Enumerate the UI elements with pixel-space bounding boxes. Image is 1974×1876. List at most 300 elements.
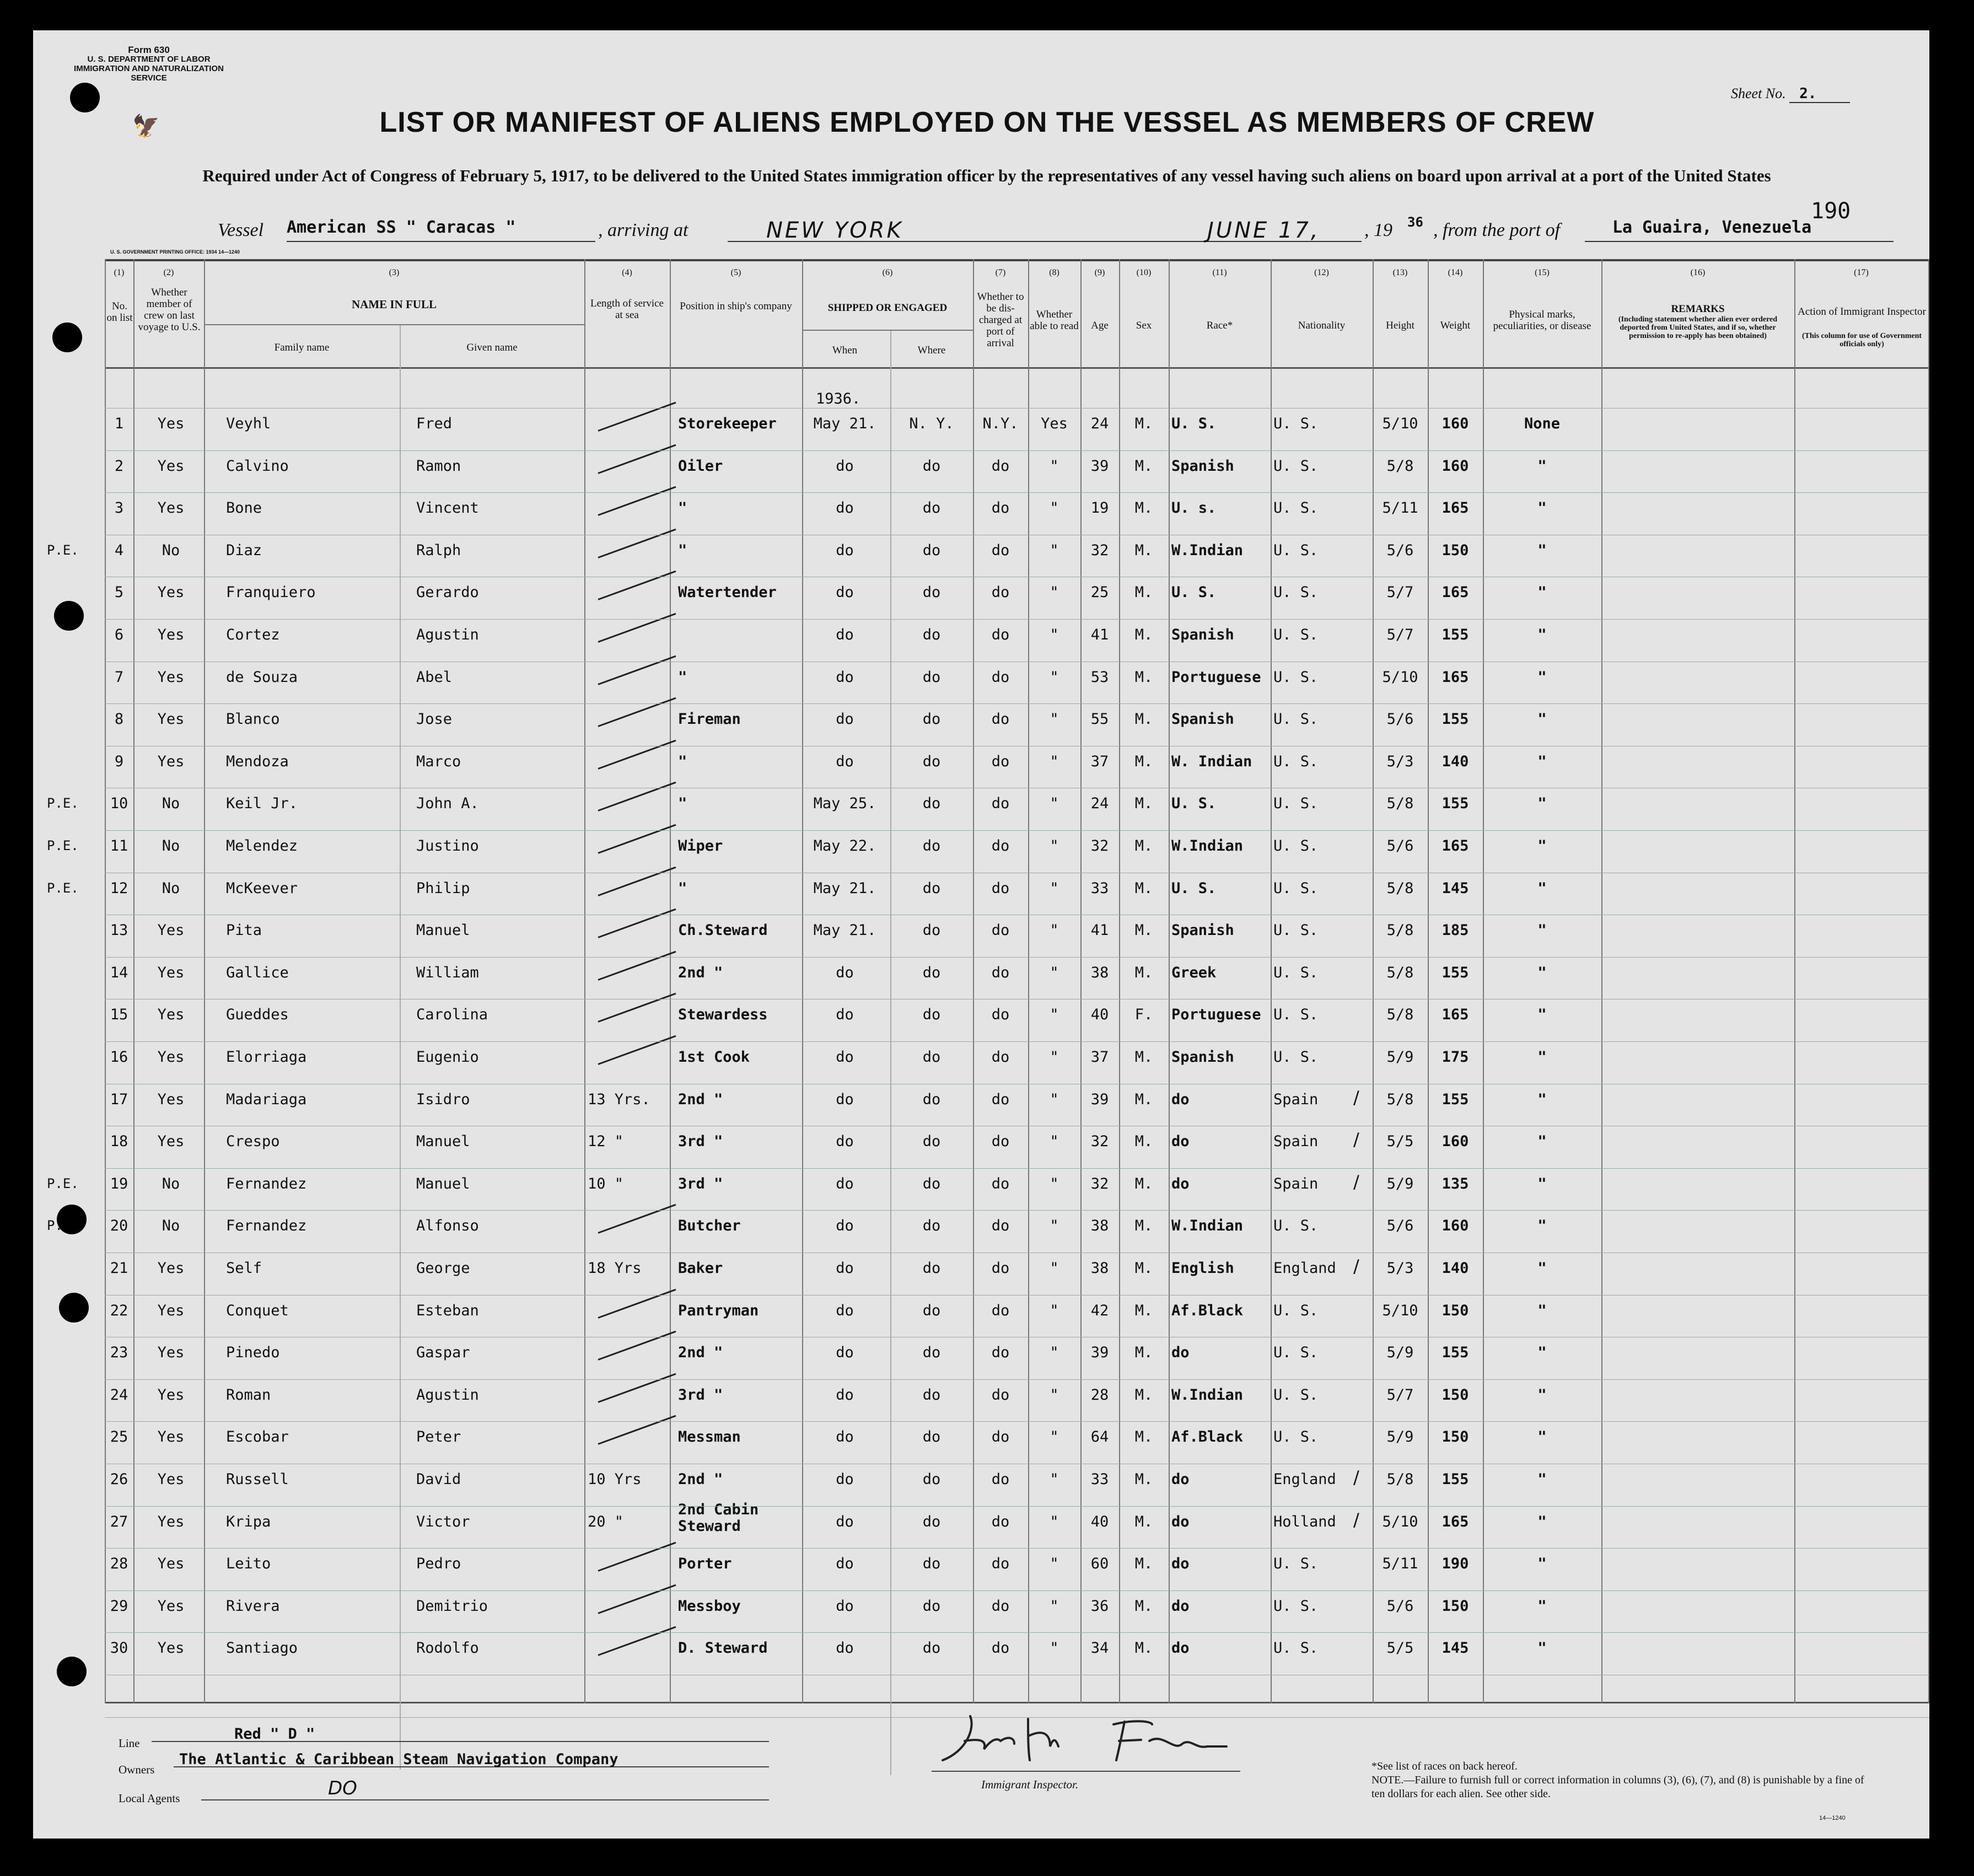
cell-member: No [162, 837, 180, 854]
cell-service [588, 751, 670, 772]
cell-when: do [836, 1302, 854, 1319]
cell-age: 32 [1090, 1133, 1109, 1151]
cell-sex: M. [1134, 1260, 1153, 1277]
local-agents-label: Local Agents [119, 1792, 180, 1805]
cell-marks: " [1537, 1428, 1547, 1446]
cell-weight: 185 [1441, 922, 1469, 939]
cell-when: do [836, 541, 854, 559]
cell-family: Calvino [226, 457, 289, 475]
cell-height: 5/11 [1382, 499, 1418, 517]
cell-sex: M. [1134, 1090, 1153, 1108]
cell-position: 2nd " [678, 1090, 723, 1108]
cell-read: " [1050, 584, 1059, 601]
cell-where: do [922, 457, 941, 475]
cell-where: do [922, 1133, 941, 1151]
arrival-year: 36 [1407, 214, 1423, 230]
cell-family: Elorriaga [226, 1049, 307, 1066]
vessel-label: Vessel [218, 220, 264, 240]
cell-height: 5/10 [1382, 668, 1418, 686]
cell-where: do [922, 1006, 941, 1024]
cell-no: 19 [110, 1175, 128, 1192]
col-number: (9) [1094, 268, 1105, 277]
cell-family: Mendoza [226, 752, 289, 770]
table-top-rule [105, 259, 1929, 261]
cell-read: " [1050, 1471, 1059, 1488]
cell-height: 5/8 [1386, 457, 1414, 475]
cell-weight: 160 [1441, 457, 1469, 475]
cell-when: do [836, 457, 854, 475]
cell-no: 14 [110, 964, 128, 981]
cell-no: 29 [110, 1597, 128, 1615]
column-divider [1928, 259, 1929, 1703]
cell-where: do [922, 1175, 941, 1192]
cell-height: 5/5 [1386, 1133, 1414, 1151]
cell-member: Yes [157, 1090, 185, 1108]
line-value: Red " D " [152, 1726, 769, 1742]
cell-age: 39 [1090, 1344, 1109, 1362]
cell-sex: F. [1134, 1006, 1153, 1024]
cell-position: Fireman [678, 711, 741, 728]
cell-race: Spanish [1171, 457, 1234, 475]
cell-marks: " [1537, 1640, 1547, 1657]
page-title: LIST OR MANIFEST OF ALIENS EMPLOYED ON THE VESSEL AS MEMBERS OF CREW [379, 106, 1595, 138]
cell-race: Portuguese [1171, 668, 1261, 686]
cell-read: " [1050, 1090, 1059, 1108]
cell-when: do [836, 1428, 854, 1446]
cell-marks: " [1537, 711, 1547, 728]
cell-position [678, 625, 805, 646]
cell-given: Gerardo [416, 584, 479, 601]
cell-weight: 165 [1441, 499, 1469, 517]
cell-member: Yes [157, 1513, 185, 1530]
cell-member: Yes [157, 1302, 185, 1319]
cell-member: Yes [157, 1049, 185, 1066]
cell-read: " [1050, 668, 1059, 686]
signature-line [932, 1771, 1240, 1772]
cell-family: Crespo [226, 1133, 280, 1151]
cell-given: Abel [416, 668, 453, 686]
cell-marks: " [1537, 457, 1547, 475]
shipped-subheader-rule [802, 330, 973, 331]
cell-read: Yes [1041, 415, 1068, 432]
header-able-read: Whether able to read [1030, 309, 1079, 332]
cell-member: Yes [157, 1428, 185, 1446]
cell-read: " [1050, 1344, 1059, 1362]
cell-no: 17 [110, 1090, 128, 1108]
cell-sex: M. [1134, 1133, 1153, 1151]
cell-sex: M. [1134, 541, 1153, 559]
cell-given: Peter [416, 1428, 461, 1446]
inspector-caption: Immigrant Inspector. [981, 1778, 1079, 1791]
tick-mark-icon: / [1353, 1087, 1359, 1108]
cell-service [588, 920, 670, 941]
header-name-in-full: NAME IN FULL [351, 298, 437, 311]
cell-position: 3rd " [678, 1133, 723, 1151]
cell-family: Fernandez [226, 1175, 307, 1192]
cell-position: D. Steward [678, 1640, 768, 1657]
cell-family: Russell [226, 1471, 289, 1488]
cell-given: Philip [416, 879, 470, 897]
cell-age: 39 [1090, 457, 1109, 475]
cell-where: do [922, 1049, 941, 1066]
cell-discharge: do [991, 964, 1010, 981]
cell-no: 16 [110, 1049, 128, 1066]
cell-nationality: U. S. [1273, 499, 1319, 517]
cell-weight: 155 [1441, 626, 1469, 643]
row-rule [105, 492, 1929, 493]
row-rule [105, 1379, 1929, 1380]
local-agents-value: DO [201, 1777, 769, 1800]
cell-given: Demitrio [416, 1597, 488, 1615]
cell-age: 39 [1090, 1090, 1109, 1108]
cell-discharge: do [991, 1344, 1010, 1362]
cell-height: 5/6 [1386, 1597, 1414, 1615]
cell-age: 37 [1090, 752, 1109, 770]
cell-given: Alfonso [416, 1217, 479, 1235]
cell-age: 32 [1090, 837, 1109, 854]
cell-discharge: do [991, 837, 1010, 854]
cell-weight: 150 [1441, 1302, 1469, 1319]
cell-read: " [1050, 1428, 1059, 1446]
races-note: *See list of races on back hereof. [1371, 1760, 1518, 1772]
cell-no: 13 [110, 922, 128, 939]
header-family-name: Family name [274, 342, 330, 353]
cell-read: " [1050, 541, 1059, 559]
cell-service [588, 1216, 670, 1237]
cell-nationality: England [1273, 1471, 1336, 1488]
cell-given: Manuel [416, 1175, 470, 1192]
cell-service [588, 540, 670, 561]
cell-nationality: U. S. [1273, 626, 1319, 643]
cell-read: " [1050, 711, 1059, 728]
cell-when: do [836, 1344, 854, 1362]
cell-where: do [922, 499, 941, 517]
cell-sex: M. [1134, 1640, 1153, 1657]
cell-age: 42 [1090, 1302, 1109, 1319]
eagle-emblem-icon: 🦅 [132, 114, 160, 138]
cell-discharge: do [991, 1302, 1010, 1319]
tick-mark-icon: / [1353, 1171, 1359, 1192]
cell-marks: " [1537, 1386, 1547, 1404]
punch-hole [59, 1293, 89, 1323]
cell-service: 10 " [588, 1175, 624, 1192]
cell-where: do [922, 1640, 941, 1657]
cell-race: Spanish [1171, 922, 1234, 939]
cell-age: 28 [1090, 1386, 1109, 1404]
cell-discharge: do [991, 626, 1010, 643]
cell-given: Manuel [416, 1133, 470, 1151]
cell-position: " [678, 752, 687, 770]
cell-race: do [1171, 1133, 1190, 1151]
cell-race: U. S. [1171, 584, 1217, 601]
cell-where: do [922, 1090, 941, 1108]
cell-read: " [1050, 879, 1059, 897]
cell-position: " [678, 795, 687, 813]
cell-marks: " [1537, 1260, 1547, 1277]
col-number: (10) [1136, 268, 1152, 277]
cell-height: 5/7 [1386, 626, 1414, 643]
header-inspector-action: Action of Immigrant Inspector [1798, 306, 1926, 318]
cell-service [588, 1047, 670, 1068]
cell-position: 3rd " [678, 1175, 723, 1192]
row-rule [105, 1506, 1929, 1507]
cell-where: do [922, 1344, 941, 1362]
cell-height: 5/9 [1386, 1049, 1414, 1066]
cell-position: Oiler [678, 457, 723, 475]
row-rule [105, 1295, 1929, 1296]
cell-race: W.Indian [1171, 1217, 1244, 1235]
cell-member: Yes [157, 1133, 185, 1151]
cell-family: Gallice [226, 964, 289, 981]
cell-service [588, 498, 670, 519]
row-rule [105, 957, 1929, 958]
cell-read: " [1050, 1133, 1059, 1151]
cell-no: 24 [110, 1386, 128, 1404]
cell-age: 33 [1090, 879, 1109, 897]
cell-weight: 150 [1441, 1428, 1469, 1446]
cell-height: 5/8 [1386, 1006, 1414, 1024]
cell-sex: M. [1134, 1513, 1153, 1530]
cell-service [588, 836, 670, 857]
cell-sex: M. [1134, 415, 1153, 432]
cell-read: " [1050, 1555, 1059, 1573]
cell-nationality: U. S. [1273, 1006, 1319, 1024]
cell-nationality: U. S. [1273, 1597, 1319, 1615]
cell-height: 5/7 [1386, 1386, 1414, 1404]
cell-race: U. s. [1171, 499, 1217, 517]
cell-member: Yes [157, 1555, 185, 1573]
cell-service [588, 667, 670, 688]
header-height: Height [1386, 320, 1414, 331]
cell-age: 40 [1090, 1513, 1109, 1530]
cell-member: No [162, 795, 180, 813]
cell-where: do [922, 668, 941, 686]
column-divider [204, 259, 205, 1703]
cell-discharge: do [991, 457, 1010, 475]
cell-when: May 21. [813, 922, 876, 939]
sheet-number-label: Sheet No. [1731, 85, 1786, 101]
cell-when: do [836, 1386, 854, 1404]
cell-where: do [922, 1386, 941, 1404]
cell-member: No [162, 1175, 180, 1192]
cell-sex: M. [1134, 1217, 1153, 1235]
cell-when: do [836, 1513, 854, 1530]
cell-weight: 160 [1441, 1133, 1469, 1151]
cell-family: Veyhl [226, 415, 271, 432]
cell-service: 10 Yrs [588, 1471, 642, 1488]
cell-nationality: U. S. [1273, 1344, 1319, 1362]
cell-weight: 155 [1441, 1471, 1469, 1488]
cell-nationality: U. S. [1273, 1386, 1319, 1404]
cell-position: 2nd " [678, 1471, 723, 1488]
cell-race: W. Indian [1171, 752, 1252, 770]
cell-given: Vincent [416, 499, 479, 517]
penalty-note: NOTE.—Failure to furnish full or correct information in columns (3), (6), (7), and (8) is punishable by a fine of ten dollars for each alien. See other side. [1371, 1774, 1864, 1800]
cell-race: Af.Black [1171, 1302, 1244, 1319]
cell-discharge: do [991, 1217, 1010, 1235]
cell-height: 5/3 [1386, 752, 1414, 770]
cell-sex: M. [1134, 1386, 1153, 1404]
cell-member: Yes [157, 752, 185, 770]
cell-read: " [1050, 626, 1059, 643]
cell-given: Manuel [416, 922, 470, 939]
cell-sex: M. [1134, 922, 1153, 939]
cell-sex: M. [1134, 584, 1153, 601]
cell-weight: 155 [1441, 795, 1469, 813]
cell-where: do [922, 1471, 941, 1488]
cell-service: 18 Yrs [588, 1260, 642, 1277]
cell-member: Yes [157, 922, 185, 939]
cell-where: do [922, 711, 941, 728]
year-note: 1936. [816, 390, 861, 407]
cell-position: " [678, 879, 687, 897]
header-weight: Weight [1440, 320, 1471, 331]
year-prefix: , 19 [1364, 220, 1392, 240]
vessel-info-line [218, 214, 1812, 245]
cell-nationality: U. S. [1273, 1640, 1319, 1657]
form-department: U. S. DEPARTMENT OF LABOR [87, 55, 211, 64]
cell-age: 64 [1090, 1428, 1109, 1446]
cell-weight: 175 [1441, 1049, 1469, 1066]
cell-no: 26 [110, 1471, 128, 1488]
stamp-number: 190 [1811, 198, 1851, 224]
cell-marks: " [1537, 837, 1547, 854]
cell-family: Melendez [226, 837, 298, 854]
cell-service [588, 963, 670, 983]
cell-nationality: U. S. [1273, 1217, 1319, 1235]
col-number: (17) [1854, 268, 1869, 277]
cell-height: 5/10 [1382, 1302, 1418, 1319]
cell-sex: M. [1134, 1428, 1153, 1446]
pe-marker: P.E. [47, 1175, 79, 1191]
header-crew-member: Whether member of crew on last voyage to U.S. [138, 287, 201, 333]
cell-service [588, 1342, 670, 1363]
cell-height: 5/8 [1386, 1471, 1414, 1488]
line-label: Line [119, 1737, 140, 1750]
cell-no: 6 [114, 626, 124, 643]
cell-member: Yes [157, 1344, 185, 1362]
row-rule [105, 1210, 1929, 1211]
cell-service [588, 1427, 670, 1448]
col-number: (14) [1448, 268, 1463, 277]
cell-race: Spanish [1171, 626, 1234, 643]
cell-nationality: U. S. [1273, 795, 1319, 813]
cell-read: " [1050, 457, 1059, 475]
cell-nationality: U. S. [1273, 541, 1319, 559]
header-race: Race* [1206, 320, 1233, 331]
cell-age: 53 [1090, 668, 1109, 686]
header-sex: Sex [1136, 320, 1152, 331]
cell-member: Yes [157, 668, 185, 686]
cell-height: 5/8 [1386, 922, 1414, 939]
cell-when: do [836, 711, 854, 728]
cell-member: Yes [157, 626, 185, 643]
cell-family: Rivera [226, 1597, 280, 1615]
cell-weight: 140 [1441, 752, 1469, 770]
cell-race: U. S. [1171, 879, 1217, 897]
cell-read: " [1050, 1049, 1059, 1066]
cell-where: do [922, 541, 941, 559]
cell-race: U. S. [1171, 795, 1217, 813]
cell-read: " [1050, 1217, 1059, 1235]
cell-marks: " [1537, 795, 1547, 813]
cell-read: " [1050, 964, 1059, 981]
cell-sex: M. [1134, 1597, 1153, 1615]
cell-family: Gueddes [226, 1006, 289, 1024]
cell-when: do [836, 668, 854, 686]
col-number: (7) [995, 268, 1006, 277]
row-rule [105, 703, 1929, 704]
column-divider [1271, 259, 1272, 1703]
tick-mark-icon: / [1353, 1129, 1359, 1151]
cell-weight: 145 [1441, 879, 1469, 897]
cell-sex: M. [1134, 499, 1153, 517]
cell-service [588, 1638, 670, 1659]
cell-read: " [1050, 499, 1059, 517]
cell-member: Yes [157, 711, 185, 728]
cell-where: do [922, 584, 941, 601]
cell-when: do [836, 499, 854, 517]
col-number: (6) [882, 268, 893, 277]
cell-where: do [922, 1597, 941, 1615]
cell-weight: 150 [1441, 1597, 1469, 1615]
arriving-port: NEW YORK [728, 218, 1136, 242]
cell-member: Yes [157, 1471, 185, 1488]
cell-where: do [922, 837, 941, 854]
cell-race: do [1171, 1471, 1190, 1488]
cell-member: Yes [157, 1006, 185, 1024]
cell-weight: 140 [1441, 1260, 1469, 1277]
cell-no: 20 [110, 1217, 128, 1235]
cell-no: 3 [114, 499, 124, 517]
name-subheader-rule [204, 324, 584, 325]
cell-age: 33 [1090, 1471, 1109, 1488]
cell-given: William [416, 964, 479, 981]
cell-when: do [836, 1471, 854, 1488]
col-number: (11) [1212, 268, 1227, 277]
cell-race: Af.Black [1171, 1428, 1244, 1446]
cell-no: 10 [110, 795, 128, 813]
cell-member: Yes [157, 584, 185, 601]
cell-position: Ch.Steward [678, 922, 768, 939]
cell-service: 13 Yrs. [588, 1090, 650, 1108]
cell-read: " [1050, 922, 1059, 939]
header-age: Age [1091, 320, 1109, 331]
cell-position: Pantryman [678, 1302, 759, 1319]
cell-no: 15 [110, 1006, 128, 1024]
cell-age: 41 [1090, 626, 1109, 643]
cell-weight: 165 [1441, 837, 1469, 854]
cell-nationality: U. S. [1273, 837, 1319, 854]
pe-marker: P. [47, 1218, 63, 1234]
cell-height: 5/8 [1386, 964, 1414, 981]
tick-mark-icon: / [1353, 1256, 1359, 1277]
cell-age: 60 [1090, 1555, 1109, 1573]
cell-where: do [922, 1428, 941, 1446]
cell-discharge: N.Y. [982, 415, 1019, 432]
cell-sex: M. [1134, 626, 1153, 643]
pe-marker: P.E. [47, 795, 79, 811]
cell-sex: M. [1134, 711, 1153, 728]
cell-read: " [1050, 795, 1059, 813]
cell-when: do [836, 1260, 854, 1277]
cell-weight: 155 [1441, 1344, 1469, 1362]
cell-discharge: do [991, 752, 1010, 770]
sheet-number [1731, 85, 1896, 103]
cell-nationality: U. S. [1273, 879, 1319, 897]
cell-marks: " [1537, 752, 1547, 770]
cell-family: Blanco [226, 711, 280, 728]
